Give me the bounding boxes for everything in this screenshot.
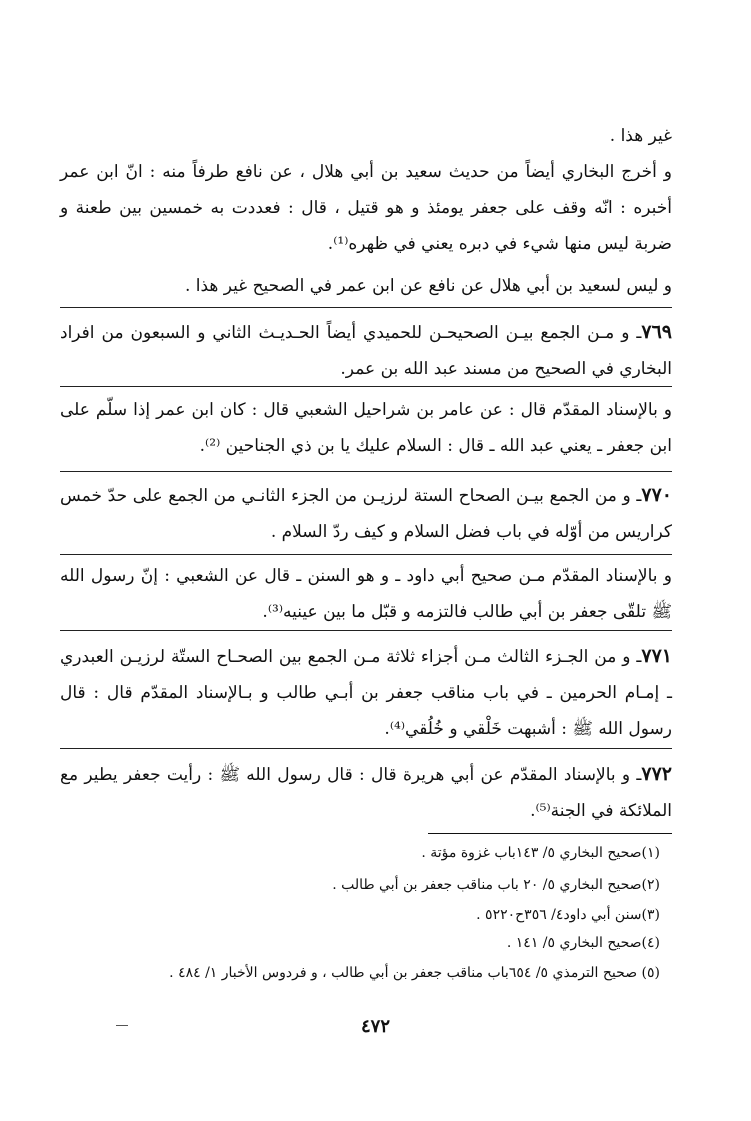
hadith-text: ـ و بالإسناد المقدّم عن أبي هريرة قال : قال رسول الله ﷺ : رأيت جعفر يطير مع الملائكة في الجنة⁽⁵⁾. [60,765,672,821]
paragraph-continuation: غير هذا . [609,126,672,146]
hadith-771 [60,638,672,747]
section-divider [60,630,672,631]
hadith-text: ـ و مـن الجمع بيـن الصحيحـن للحميدي أيضاً الحـديـث الثاني و السبعون من افراد البخاري في الصحيح من مسند عبد الله بن عمر. [60,323,672,379]
hadith-769 [60,314,672,387]
hadith-770 [60,477,672,550]
hadith-text: ـ و من الجمع بيـن الصحاح الستة لرزيـن من الجزء الثانـي من الجمع على حدّ خمس كراريس من أوّله في باب فضل السلام و كيف ردّ السلام . [60,486,672,542]
footnote-separator [428,833,672,834]
section-divider [60,386,672,387]
hadith-text: ـ و من الجـزء الثالث مـن أجزاء ثلاثة مـن الجمع بين الصحـاح الستّة لرزيـن العبدري ـ إمـام الحرمين ـ في باب مناقب جعفر بن أبـي طالب و بـالإسناد المقدّم قال : قال رسول الله ﷺ : أشبهت خَلْقي و خُلُقي⁽⁴⁾. [60,647,672,739]
section-divider [60,748,672,749]
hadith-number: ٧٧٢ [641,763,672,785]
hadith-number: ٧٦٩ [641,321,672,343]
page-number: ٤٧٢ [360,1016,390,1037]
footnote-3: (٣)سنن أبي داود٤/ ٣٥٦ح٥٢٢٠ . [476,907,660,923]
footnote-1: (١)صحيح البخاري ٥/ ١٤٣باب غزوة مؤتة . [421,845,660,861]
hadith-number: ٧٧٠ [641,484,672,506]
footnote-2: (٢)صحيح البخاري ٥/ ٢٠ باب مناقب جعفر بن أبي طالب . [332,877,660,893]
paragraph-abu-dawud-narration: و بالإسناد المقدّم مـن صحيح أبي داود ـ و هو السنن ـ قال عن الشعبي : إنّ رسول الله ﷺ تلقّى جعفر بن أبي طالب فالتزمه و قبّل ما بين عينيه⁽³⁾. [60,566,672,622]
paragraph-bukhari-narration: و أخرج البخاري أيضاً من حديث سعيد بن أبي هلال ، عن نافع طرفاً منه : انّ ابن عمر أخبره : انّه وقف على جعفر يومئذ و هو قتيل ، قال : فعددت به خمسين بين طعنة و ضربة ليس منها شيء في دبره يعني في ظهره⁽¹⁾. [60,162,672,254]
section-divider [60,554,672,555]
footnote-5: (٥) صحيح الترمذي ٥/ ٦٥٤باب مناقب جعفر بن أبي طالب ، و فردوس الأخبار ١/ ٤٨٤ . [169,965,660,981]
paragraph-note-saeed: و ليس لسعيد بن أبي هلال عن نافع عن ابن عمر في الصحيح غير هذا . [184,276,672,296]
hadith-number: ٧٧١ [641,645,672,667]
footnote-4: (٤)صحيح البخاري ٥/ ١٤١ . [506,935,660,951]
section-divider [60,471,672,472]
paragraph-shaabi-narration: و بالإسناد المقدّم قال : عن عامر بن شراحيل الشعبي قال : كان ابن عمر إذا سلّم على ابن جعفر ـ يعني عبد الله ـ قال : السلام عليك يا بن ذي الجناحين ⁽²⁾. [60,400,672,456]
section-divider [60,307,672,308]
hadith-772 [60,756,672,829]
